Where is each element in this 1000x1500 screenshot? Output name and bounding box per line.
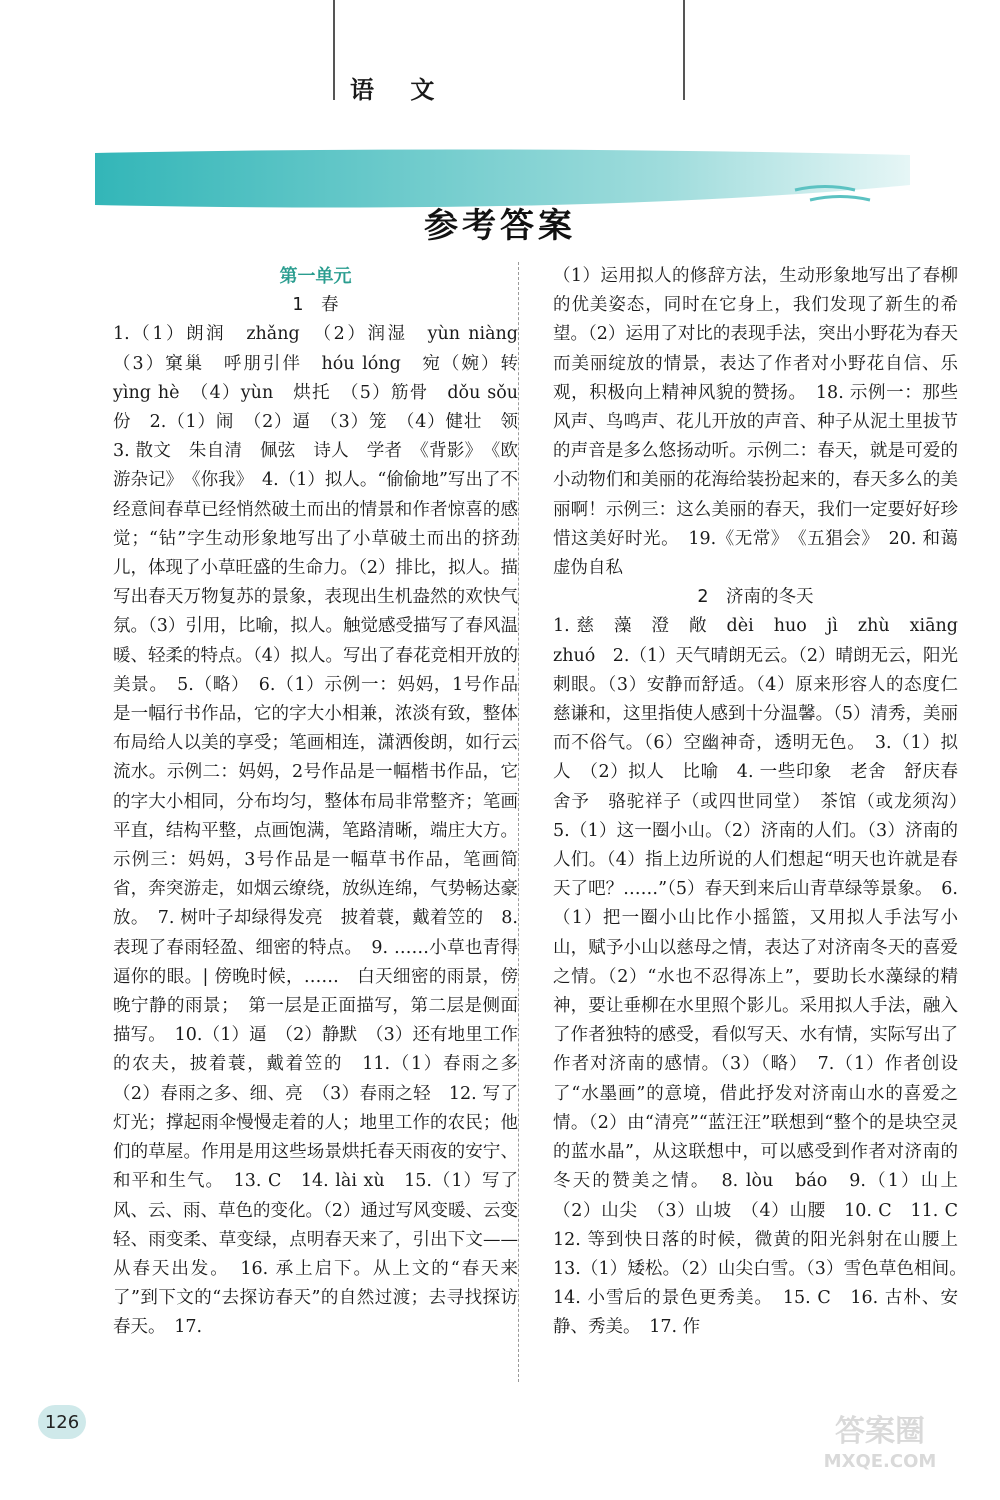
tile-xun: 训 bbox=[584, 73, 611, 104]
tile-lian: 练 bbox=[638, 43, 665, 74]
tile-tong: 同 bbox=[472, 73, 499, 104]
lesson-heading-1: 1 春 bbox=[292, 295, 339, 316]
answers-lesson-1: 1.（1）朗润 zhǎng （2）润湿 yùn niàng （3）窠巢 呼朋引伴 hóu lóng 宛（婉）转 yìng hè （4）yùn 烘托 （5）筋骨 dǒu sǒu 份 2.（1）闹 （2）逼 （3）笼 （4）健壮 领 3. 散文 朱自清 佩弦 诗人 学者 《背影》 《欧游杂记》 《你我》 4.（1）拟人。“偷偷地”写出了不经意间春草已经悄然破土而出的情景和作者惊喜的感觉；“钻”字生动形象地写出了小草破土而出的挤劲儿，体现了小草旺盛的生命力。（2）排比，拟人。描写出春天万物复苏的景象，表现出生机盎然的欢快气氛。（3）引用，比喻，拟人。触觉感受描写了春风温暖、轻柔的特点。（4）拟人。写出了春花竞相开放的美景。 5.（略） 6.（1）示例一：妈妈，1号作品是一幅行书作品，它的字大小相兼，浓淡有致，整体布局给人以美的享受；笔画相连，潇洒俊朗，如行云流水。示例二：妈妈，2号作品是一幅楷书作品，它的字大小相同，分布均匀，整体布局非常整齐；笔画平直，结构平整，点画饱满，笔路清晰，端庄大方。示例三：妈妈，3号作品是一幅草书作品，笔画简省，奔突游走，如烟云缭绕，放纵连绵，气势畅达豪放。 7. 树叶子却绿得发亮 披着蓑，戴着笠的 8. 表现了春雨轻盈、细密的特点。 9. ……小草也青得逼你的眼。| 傍晚时候，…… 白天细密的雨景，傍晚宁静的雨景； 第一层是正面描写，第二层是侧面描写。 10.（1）逼 （2）静默 （3）还有地里工作的农夫，披着蓑，戴着笠的 11.（1）春雨之多 （2）春雨之多、细、亮 （3）春雨之轻 12. 写了灯光；撑起雨伞慢慢走着的人；地里工作的农民；他们的草屋。作用是用这些场景烘托春天雨夜的安宁、和平和生气。 13. C 14. lài xù 15.（1）写了风、云、雨、草色的变化。（2）通过写风变暖、云变轻、雨变柔、草变绿，点明春天来了，引出下文——从春天出发。 16. 承上启下。从上文的“春天来了”到下文的“去探访春天”的自然过渡；去寻找探访春天。 17. bbox=[113, 324, 536, 1338]
answers-lesson-1-continued: （1）运用拟人的修辞方法，生动形象地写出了春柳的优美姿态，同时在它身上，我们发现了新生的希望。（2）运用了对比的表现手法，突出小野花为春天而美丽绽放的情景，表达了作者对小野花自信、乐观，积极向上精神风貌的赞扬。 18. 示例一：那些风声、鸟鸣声、花儿开放的声音、种子从泥土里拔节的声音是多么悠扬动听。示例二：春天，就是可爱的小动物们和美丽的花海给装扮起来的，春天多么的美丽啊！示例三：这么美丽的春天，我们一定要好好珍惜这美好时光。 19.《无常》 《五猖会》 20. 和蔼 虚伪自私 bbox=[553, 266, 976, 579]
page-number: 126 bbox=[38, 1405, 86, 1439]
svg-text:答案圈: 答案圈 bbox=[835, 1414, 925, 1449]
unit-heading: 第一单元 bbox=[279, 266, 352, 287]
svg-text:MXQE.COM: MXQE.COM bbox=[823, 1451, 937, 1472]
left-column bbox=[113, 262, 536, 1343]
tile-bu: 步 bbox=[528, 43, 555, 74]
subject-label: 语 文 bbox=[350, 76, 449, 104]
lesson-heading-2: 2 济南的冬天 bbox=[697, 587, 814, 608]
page-title: 参考答案 bbox=[424, 206, 576, 246]
page-header bbox=[0, 0, 1000, 110]
column-divider bbox=[518, 262, 520, 1382]
watermark-logo bbox=[790, 1405, 970, 1475]
header-line-right bbox=[683, 0, 685, 100]
header-line-left bbox=[333, 0, 335, 100]
right-column bbox=[553, 262, 976, 1343]
answers-lesson-2: 1. 慈 藻 澄 敞 dèi huo jì zhù xiāng zhuó 2.（1）天气晴朗无云。（2）晴朗无云，阳光刺眼。（3）安静而舒适。（4）原来形容人的态度仁慈谦和，这里指使人感到十分温馨。（5）清秀，美丽而不俗气。（6）空幽神奇，透明无色。 3.（1）拟人 （2）拟人 比喻 4. 一些印象 老舍 舒庆春 舍予 骆驼祥子（或四世同堂） 茶馆（或龙须沟） 5.（1）这一圈小山。（2）济南的人们。（3）济南的人们。（4）指上边所说的人们想起“明天也许就是春天了吧？……”（5）春天到来后山青草绿等景象。 6.（1）把一圈小山比作小摇篮，又用拟人手法写小山，赋予小山以慈母之情，表达了对济南冬天的喜爱之情。（2）“水也不忍得冻上”，要助长水藻绿的精神，要让垂柳在水里照个影儿。采用拟人手法，融入了作者独特的感受，看似写天、水有情，实际写出了作者对济南的感情。（3）（略） 7.（1）作者创设了“水墨画”的意境，借此抒发对济南山水的喜爱之情。（2）由“清亮”“蓝汪汪”联想到“整个的是块空灵的蓝水晶”，从这联想中，可以感受到作者对济南的冬天的赞美之情。 8. lòu báo 9.（1）山上 （2）山尖 （3）山坡 （4）山腰 10. C 11. C 12. 等到快日落的时候，微黄的阳光斜射在山腰上 13.（1）矮松。（2）山尖白雪。（3）雪色草色相间。 14. 小雪后的景色更秀美。 15. C 16. 古朴、安静、秀美。 17. 作 bbox=[553, 616, 976, 1338]
